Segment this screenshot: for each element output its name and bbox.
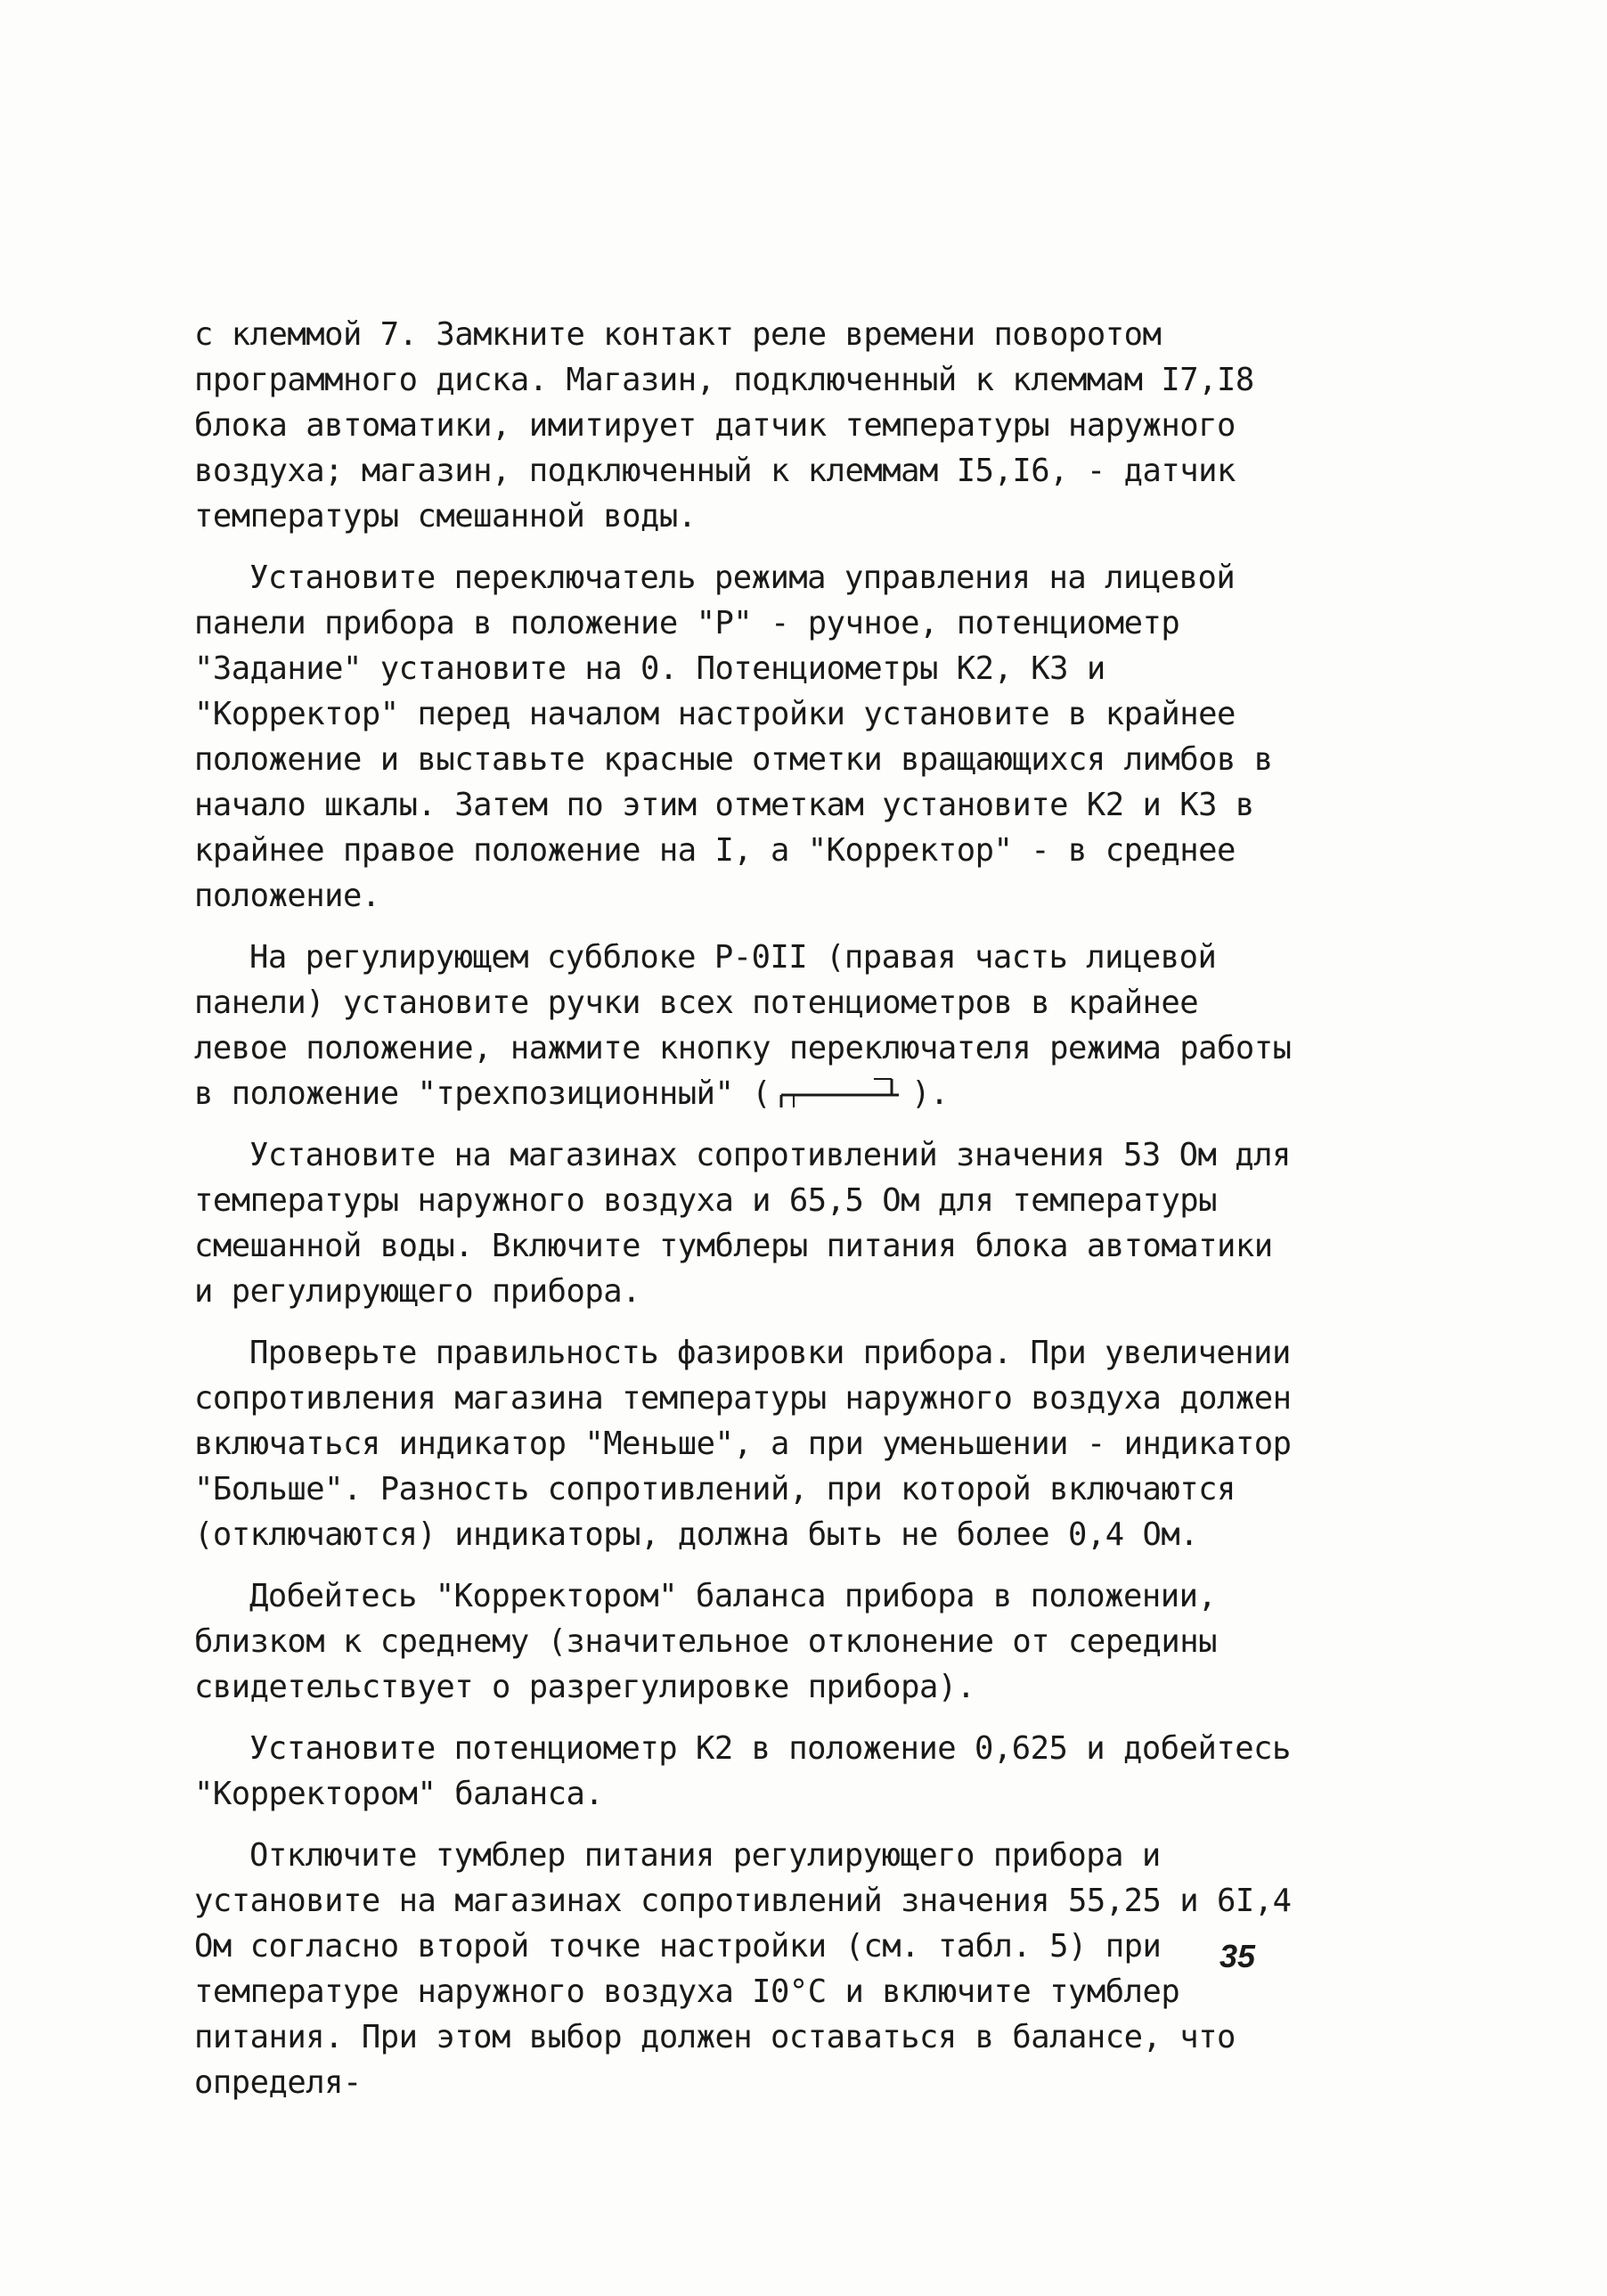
paragraph-3 <box>194 935 1299 1116</box>
paragraph-4: Установите на магазинах сопротивлений значения 53 Ом для температуры наружного воздуха и 65,5 Ом для температуры смешанной воды. Включите тумблеры питания блока автоматики и регулирующего прибора. <box>194 1137 1291 1310</box>
paragraph-8: Отключите тумблер питания регулирующего прибора и установите на магазинах сопротивлений значения 55,25 и 6I,4 Ом согласно второй точке настройки (см. табл. 5) при температуре наружного воздуха I0°С и включите тумблер питания. При этом выбор должен оставаться в балансе, что определя- <box>194 1837 1292 2101</box>
three-position-switch-icon <box>774 1074 908 1109</box>
paragraph-6: Добейтесь "Корректором" баланса прибора в положении, близком к среднему (значительное отклонение от середины свидетельствует о разрегулировке прибора). <box>194 1578 1218 1705</box>
paragraph-1: с клеммой 7. Замкните контакт реле времени поворотом программного диска. Магазин, подключенный к клеммам I7,I8 блока автоматики, имитирует датчик температуры наружного воздуха; магазин, подключенный к клеммам I5,I6, - датчик температуры смешанной воды. <box>194 316 1254 535</box>
paragraph-3-end: ). <box>911 1075 949 1112</box>
paragraph-3-text: На регулирующем субблоке Р-0II (правая часть лицевой панели) установите ручки всех потенциометров в крайнее левое положение, нажмите кнопку переключателя режима работы в положение "трехпозиционный" ( <box>194 939 1292 1112</box>
paragraph-5: Проверьте правильность фазировки прибора. При увеличении сопротивления магазина температуры наружного воздуха должен включаться индикатор "Меньше", а при уменьшении - индикатор "Больше". Разность сопротивлений, при которой включаются (отключаются) индикаторы, должна быть не более 0,4 Ом. <box>194 1335 1292 1553</box>
body-text <box>194 312 1299 2121</box>
paragraph-2: Установите переключатель режима управления на лицевой панели прибора в положение "Р" - ручное, потенциометр "Задание" установите на 0. Потенциометры К2, К3 и "Корректор" перед началом настройки установите в крайнее положение и выставьте красные отметки вращающихся лимбов в начало шкалы. Затем по этим отметкам установите К2 и К3 в крайнее правое положение на I, а "Корректор" - в среднее положение. <box>194 560 1273 914</box>
paragraph-7: Установите потенциометр К2 в положение 0,625 и добейтесь "Корректором" баланса. <box>194 1730 1291 1812</box>
page-number: 35 <box>1219 1938 1255 1974</box>
